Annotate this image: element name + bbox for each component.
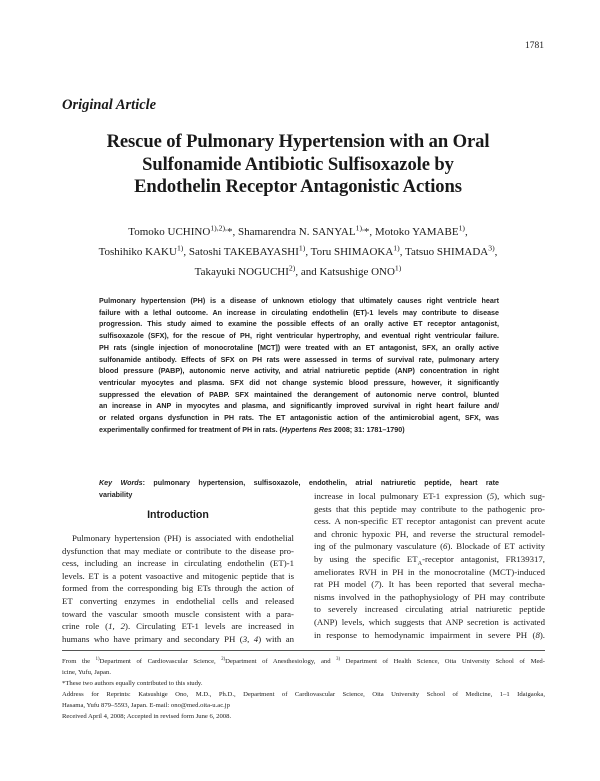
body-line: gests that this peptide may contribute to the pathogenic pro- [314, 503, 545, 514]
title-line: Rescue of Pulmonary Hypertension with an Oral [106, 131, 490, 152]
author-line: Toshihiko KAKU$^{1)}$, Satoshi TAKEBAYASHI$^{1)}$, Toru SHIMAOKA$^{1)}$, Tatsuo SHIMADA$^{3)}$, [98, 243, 498, 258]
reference-citation[interactable]: 8 [535, 629, 540, 640]
abstract-line: or related organs dysfunction in PH rats. The ET antagonistic action of the antimicrobial agent, SFX, was [99, 414, 499, 423]
body-line: (ANP) levels, which suggests that ANP secretion is activated [314, 616, 545, 627]
abstract-line: failure with a lethal outcome. An increase in circulating endothelin (ET)-1 levels may contribute to disease [99, 308, 499, 317]
body-line: ing of the pulmonary vasculature (6). Blockade of ET activity [314, 541, 545, 552]
keywords-line: variability [99, 490, 133, 499]
reference-citation[interactable]: 2 [120, 621, 126, 632]
journal-name: Hypertens Res [281, 425, 332, 434]
footnote-received-dates: Received April 4, 2008; Accepted in revised form June 6, 2008. [62, 713, 232, 720]
abstract-line: PH rats (single injection of monocrotaline [MCT]) were treated with an ET antagonist, SFX, an orally active [99, 343, 499, 352]
body-line: levels. ET is a potent vasoactive and mitogenic peptide that is [62, 570, 294, 581]
title-line: Sulfonamide Antibiotic Sulfisoxazole by [142, 153, 454, 175]
footnote-divider [62, 650, 545, 651]
body-line: crine role (1, 2). Circulating ET-1 levels are increased in [62, 621, 294, 632]
article-title [62, 131, 534, 199]
abstract-line: sulfisoxazole (SFX), for the rescue of PH, right ventricular hypertrophy, and eventual right ventricular failure. [99, 332, 499, 341]
abstract-line: an increase in ANP in myocytes and plasma, and significantly improved survival in right heart failure and/ [99, 402, 499, 411]
footnote-reprint-address: Address for Reprints: Katsushige Ono, M.D., Ph.D., Department of Cardiovascular Science, Oita University School of Medicine, 1–1 Idaigaoka, [62, 691, 545, 698]
body-line: and chronic hypoxic PH, and reverse the structural remodel- [314, 528, 545, 539]
reference-citation[interactable]: 5 [489, 491, 495, 501]
author-list [62, 223, 534, 282]
abstract-line: ventricular myocytes and plasma. SFX did not change systemic blood pressure, however, it significantly [99, 378, 499, 387]
body-line: ET converting enzymes in endothelial cells and released [62, 595, 294, 606]
body-line: cess, including an increase in circulating endothelin (ET)-1 [62, 558, 294, 569]
abstract-line: blood pressure (PABP), autonomic nerve activity, and atrial natriuretic peptide (ANP) concentration in right [99, 367, 499, 376]
footnote-affiliations: From the $^{1)}$Department of Cardiovascular Science, $^{2)}$Department of Anesthesiology, and $^{3)}$ Department of Health Science, Oita University School of Med- [62, 656, 545, 665]
body-line: formed from the corresponding big ETs through the action of [62, 583, 294, 594]
footnotes [62, 656, 545, 722]
body-line: nisms involved in the pathophysiology of PH may contribute [314, 591, 545, 602]
abstract [99, 296, 499, 436]
body-line: increase in local pulmonary ET-1 expression (5), which sug- [314, 491, 545, 501]
author-line: Takayuki NOGUCHI$^{2)}$, and Katsushige ONO$^{1)}$ [194, 262, 402, 278]
abstract-citation-line: experimentally confirmed for treatment of PH in rats. (Hypertens Res 2008; 31: 1781–1790) [99, 425, 405, 434]
abstract-line: suppressed the elevation of PABP. SFX maintained the derangement of autonomic nerve control, blunted [99, 390, 499, 399]
body-line: rat PH model (7). It has been reported that several mecha- [314, 579, 545, 590]
body-line: humans who have primary and secondary PH (3, 4) with an [62, 633, 294, 644]
body-column-right [314, 490, 545, 641]
body-line: in response to hemodynamic impairment in severe PH (8). [314, 629, 545, 640]
footnote-line: Hasama, Yufu 879–5593, Japan. E-mail: ono@med.oita-u.ac.jp [62, 702, 230, 709]
article-type-label: Original Article [62, 97, 157, 113]
abstract-line: Pulmonary hypertension (PH) is a disease of unknown etiology that ultimately causes right ventricle heart [99, 297, 499, 305]
body-line: by using the specific $ET_A$-receptor antagonist, FR139317, [314, 553, 545, 567]
author-line: Tomoko $UCHINO^{1),2),}*$, Shamarendra N. $SANYAL^{1),}*$, Motoko YAMABE$^{1)}$, [128, 223, 468, 238]
page-number: 1781 [525, 41, 544, 51]
body-line: to severely increased circulating atrial natriuretic peptide [314, 604, 545, 615]
keywords-label: Key Words [99, 479, 143, 487]
body-line: ameliorates RVH in PH in the monocrotaline (MCT)-induced [314, 566, 545, 577]
section-heading-introduction: Introduction [147, 509, 209, 521]
reference-citation[interactable]: 7 [374, 579, 379, 590]
body-line: cess. A non-specific ET receptor antagonist can prevent acute [314, 516, 545, 527]
body-column-left [62, 532, 294, 645]
body-line: dysfunction that may mediate or contribute to the disease pro- [62, 545, 294, 556]
body-line: Pulmonary hypertension (PH) is associated with endothelial [72, 533, 294, 543]
body-line: toward the vascular smooth muscle consistent with a para- [62, 608, 294, 619]
abstract-line: sulfonamide antibody. Effects of SFX on PH rats were assessed in terms of survival rate, pulmonary artery [99, 355, 499, 364]
title-line: Endothelin Receptor Antagonistic Actions [134, 176, 462, 197]
reference-citation[interactable]: 4 [253, 633, 259, 644]
reference-citation[interactable]: 1 [108, 621, 113, 632]
reference-citation[interactable]: 3 [242, 633, 248, 644]
abstract-line: progression. This study aimed to examine the possible effects of an orally active ET receptor antagonist, [99, 320, 499, 329]
footnote-equal-contribution: *These two authors equally contributed to this study. [62, 680, 203, 687]
keywords-line: Key Words: pulmonary hypertension, sulfisoxazole, endothelin, atrial natriuretic peptide, heart rate [99, 479, 499, 487]
reference-citation[interactable]: 6 [443, 541, 448, 552]
footnote-line: icine, Yufu, Japan. [62, 669, 111, 676]
